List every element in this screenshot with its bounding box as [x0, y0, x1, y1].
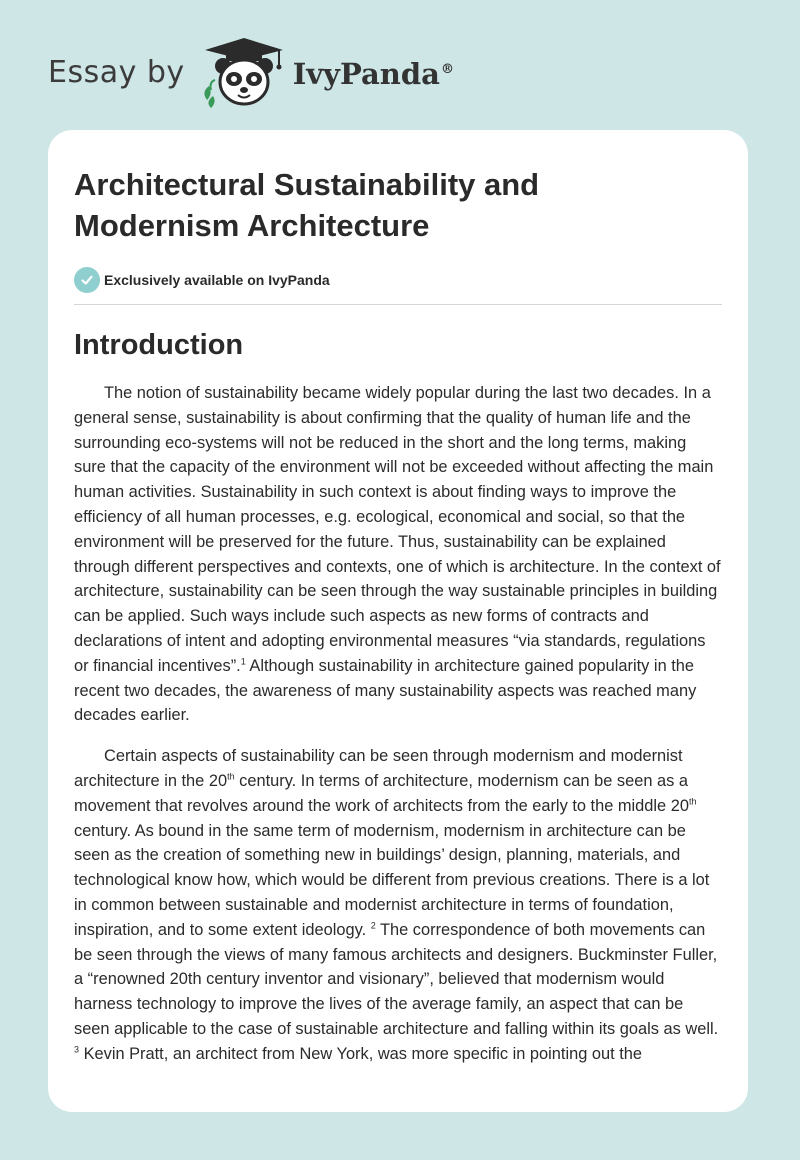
ivypanda-logo-icon[interactable] — [199, 36, 289, 108]
superscript-th: th — [227, 771, 235, 782]
exclusive-badge — [74, 266, 722, 294]
essay-card — [48, 130, 748, 1112]
paragraph-2-text-d: The correspondence of both movements can be seen through the views of many famous architects and designers. Buckminster Fuller, a “renowned 20th century inventor and visionary”, believed that modernism would harness technology to improve the lives of the average family, an aspect that can be seen applicable to the case of sustainable architecture and falling within its goals as well. — [74, 920, 719, 1038]
section-heading: Introduction — [74, 329, 244, 361]
brand-name[interactable] — [293, 57, 454, 91]
essay-by-label: Essay by — [48, 54, 185, 90]
footnote-3[interactable]: 3 — [74, 1044, 80, 1055]
footnote-1[interactable]: 1 — [240, 656, 246, 667]
essay-title: Architectural Sustainability and Modernism Architecture — [74, 167, 540, 243]
footnote-2[interactable]: 2 — [370, 920, 376, 931]
superscript-th: th — [688, 796, 697, 807]
paragraph-2-text-a: Certain aspects of sustainability can be seen through modernism and modernist architecture in the 20 — [74, 747, 683, 790]
site-header — [48, 36, 454, 108]
paragraph-2-text-b: century. In terms of architecture, modernism can be seen as a movement that revolves around the work of architects from the early to the middle 20 — [74, 771, 689, 815]
paragraph-2-text-e: Kevin Pratt, an architect from New York, was more specific in pointing out the — [79, 1044, 643, 1063]
paragraph-2-text-c: century. As bound in the same term of modernism, modernism in architecture can be seen as the creation of something new in buildings’ design, planning, materials, and technological know how, which would be different from previous creations. There is a lot in common between sustainable and modernist architecture in terms of foundation, inspiration, and to some extent ideology. — [74, 821, 710, 939]
paragraph-1-text-a: The notion of sustainability became widely popular during the last two decades. In a general sense, sustainability is about confirming that the quality of human life and the surrounding eco-systems will not be reduced in the short and the long terms, making sure that the capacity of the environment will not be exceeded without affecting the main human activities. Sustainability in such context is about finding ways to improve the efficiency of all human processes, e.g. ecological, economical and social, so that the environment will be preserved for the future. Thus, sustainability can be explained through different perspectives and contexts, one of which is architecture. In the context of architecture, sustainability can be seen through the way sustainable principles in building can be applied. Such ways include such aspects as new forms of contracts and declarations of intent and adopting environmental measures “via standards, regulations or financial incentives”. — [74, 384, 721, 675]
exclusive-label: Exclusively available on IvyPanda — [104, 272, 330, 288]
paragraph-1-text-b: Although sustainability in architecture gained popularity in the recent two decades, the awareness of many sustainability aspects was reached many decades earlier. — [74, 656, 697, 725]
paragraph-2 — [74, 744, 722, 1066]
divider — [74, 304, 722, 305]
check-circle-icon — [74, 267, 100, 293]
registered-mark: ® — [440, 62, 454, 78]
paragraph-1 — [74, 381, 722, 728]
brand-text: IvyPanda — [292, 57, 440, 91]
